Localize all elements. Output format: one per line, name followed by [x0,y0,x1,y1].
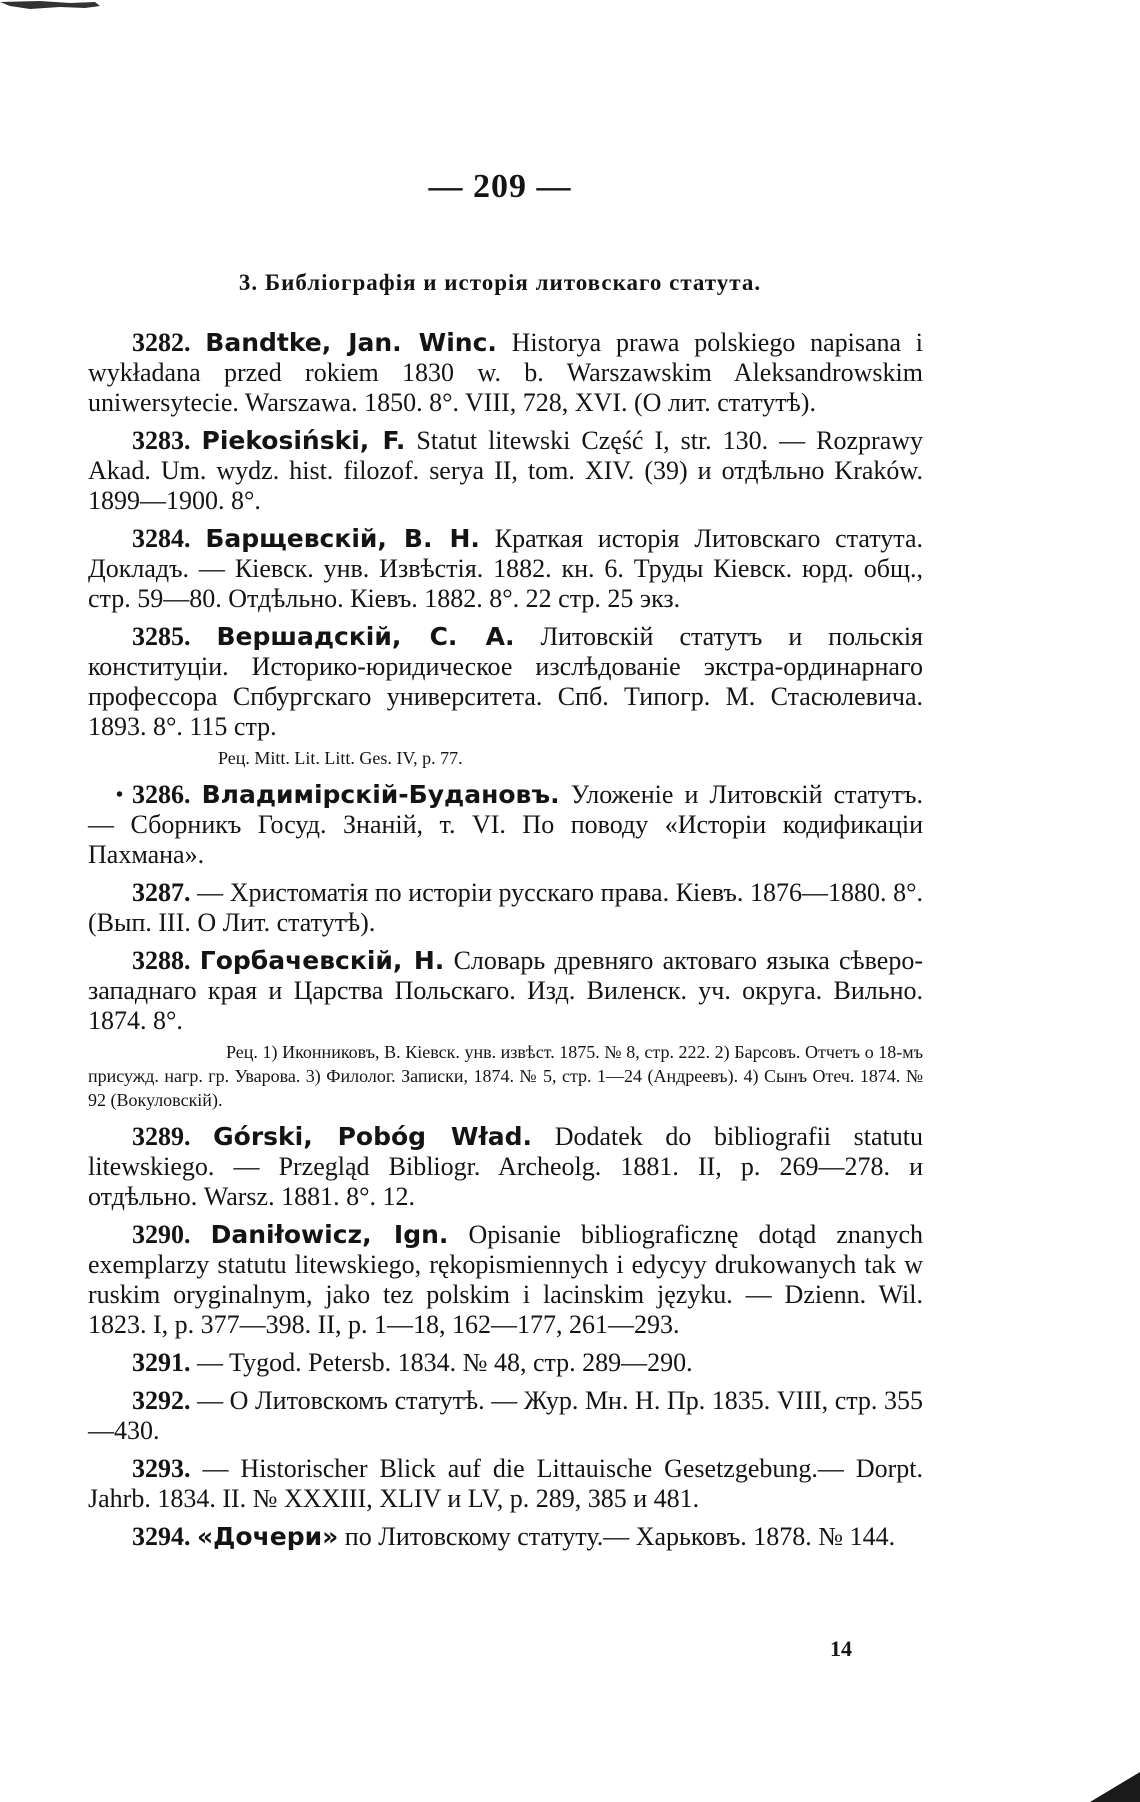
bibliography-entry [88,328,923,418]
bibliography-entry [88,780,923,870]
entry-number: 3293. [132,1454,191,1483]
bibliography-entry [88,426,923,516]
entry-author: Górski, Pobóg Wład. [213,1122,533,1151]
entry-author: Вершадскій, С. А. [216,622,515,651]
entry-text: Statut litewski Część I, str. 130. — Rozprawy Akad. Um. wydz. hist. filozof. serya II, tom. XIV. (39) и отдѣльно Kraków. 1899—1900. 8°. [88,426,924,515]
entry-number: 3285. [132,622,191,651]
scan-artifact-mark [0,0,120,14]
page-number: — 209 — [428,168,572,205]
bibliography-entry [88,1454,923,1514]
entry-text: Historya prawa polskiego napisana i wykładana przed rokiem 1830 w. b. Warszawskim Aleksandrowskim uniwersytecie. Warszawa. 1850. 8°. VIII, 728, XVI. (О лит. статутѣ). [88,328,924,417]
entry-number: 3282. [132,328,191,357]
entry-text: Dodatek do bibliografii statutu litewskiego. — Przegląd Bibliogr. Archeolg. 1881. II, p. 269—278. и отдѣльно. Warsz. 1881. 8°. 12. [88,1122,924,1211]
entry-review-note: Рец. Mitt. Lit. Litt. Ges. IV, p. 77. [218,748,463,768]
scan-corner-artifact [1090,1772,1140,1802]
entry-author: «Дочери» [197,1522,339,1551]
entry-text: Краткая исторія Литовскаго статута. Докладъ. — Кіевск. унв. Извѣстія. 1882. кн. 6. Труды Кіевск. юрд. общ., стр. 59—80. Отдѣльно. Кіевъ. 1882. 8°. 22 стр. 25 экз. [88,524,923,613]
bibliography-entry [88,1122,923,1212]
entry-number: 3284. [132,524,191,553]
bibliography-entry [88,1220,923,1340]
entry-author: Горбачевскій, Н. [199,946,445,975]
entry-author: Piekosiński, F. [201,426,406,455]
entry-author: Bandtke, Jan. Winc. [205,328,497,357]
entry-text: — Tygod. Petersb. 1834. № 48, стр. 289—290. [197,1348,693,1377]
printer-signature-mark: 14 [830,1636,852,1661]
entry-number: 3292. [132,1386,191,1415]
entry-author: Владимірскій-Будановъ. [201,780,560,809]
bibliography-entry [88,1522,923,1552]
section-heading: 3. Библіографія и исторія литовскаго статута. [238,270,762,295]
entry-number: 3288. [132,946,191,975]
bullet-mark: • [116,784,124,806]
bibliography-entry [88,524,923,614]
entry-author: Daniłowicz, Ign. [210,1220,449,1249]
entry-number: 3291. [132,1348,191,1377]
entry-text: Уложеніе и Литовскій статутъ. — Сборникъ Госуд. Знаній, т. VI. По поводу «Исторіи кодификаціи Пахмана». [88,780,923,869]
entry-number: 3294. [132,1522,191,1551]
entry-text: — О Литовскомъ статутѣ. — Жур. Мн. Н. Пр. 1835. VIII, стр. 355—430. [88,1386,924,1445]
entry-number: 3287. [132,878,191,907]
bibliography-entry [88,878,923,938]
bibliography-list [88,328,923,1560]
bibliography-entry [88,946,923,1036]
bibliography-entry [88,1386,923,1446]
entry-text: по Литовскому статуту.— Харьковъ. 1878. № 144. [344,1522,896,1551]
entry-text: — Historischer Blick auf die Littauische Gesetzgebung.— Dorpt. Jahrb. 1834. II. № XXXIII, XLIV и LV, p. 289, 385 и 481. [88,1454,924,1513]
entry-text: Словарь древняго актоваго языка сѣверо-западнаго края и Царства Польскаго. Изд. Виленск. уч. округа. Вильно. 1874. 8°. [88,946,923,1035]
entry-text: Opisanie bibliograficznę dotąd znanych exemplarzy statutu litewskiego, rękopismiennych i edycyy drukowanych tak w ruskim oryginalnym, jako tez polskim i lacinskim języku. — Dzienn. Wil. 1823. I, p. 377—398. II, p. 1—18, 162—177, 261—293. [88,1220,923,1339]
bibliography-entry [88,622,923,742]
entry-text: Литовскій статутъ и польскія конституціи. Историко-юридическое изслѣдованіе экстра-ординарнаго профессора Спбургскаго университета. Спб. Типогр. М. Стасюлевича. 1893. 8°. 115 стр. [88,622,924,741]
entry-number: 3286. [132,780,191,809]
entry-review-note: Рец. 1) Иконниковъ, В. Кіевск. унв. извѣст. 1875. № 8, стр. 222. 2) Барсовъ. Отчетъ о 18-мъ присужд. нагр. гр. Уварова. 3) Филолог. Записки, 1874. № 5, стр. 1—24 (Андреевъ). 4) Сынъ Отеч. 1874. № 92 (Вокуловскій). [88,1042,923,1110]
entry-author: Барщевскій, В. Н. [205,524,480,553]
entry-text: — Христоматія по исторіи русскаго права. Кіевъ. 1876—1880. 8°. (Вып. III. О Лит. статутѣ). [88,878,923,937]
bibliography-entry [88,1348,923,1378]
entry-number: 3283. [132,426,191,455]
entry-number: 3289. [132,1122,191,1151]
entry-number: 3290. [132,1220,191,1249]
